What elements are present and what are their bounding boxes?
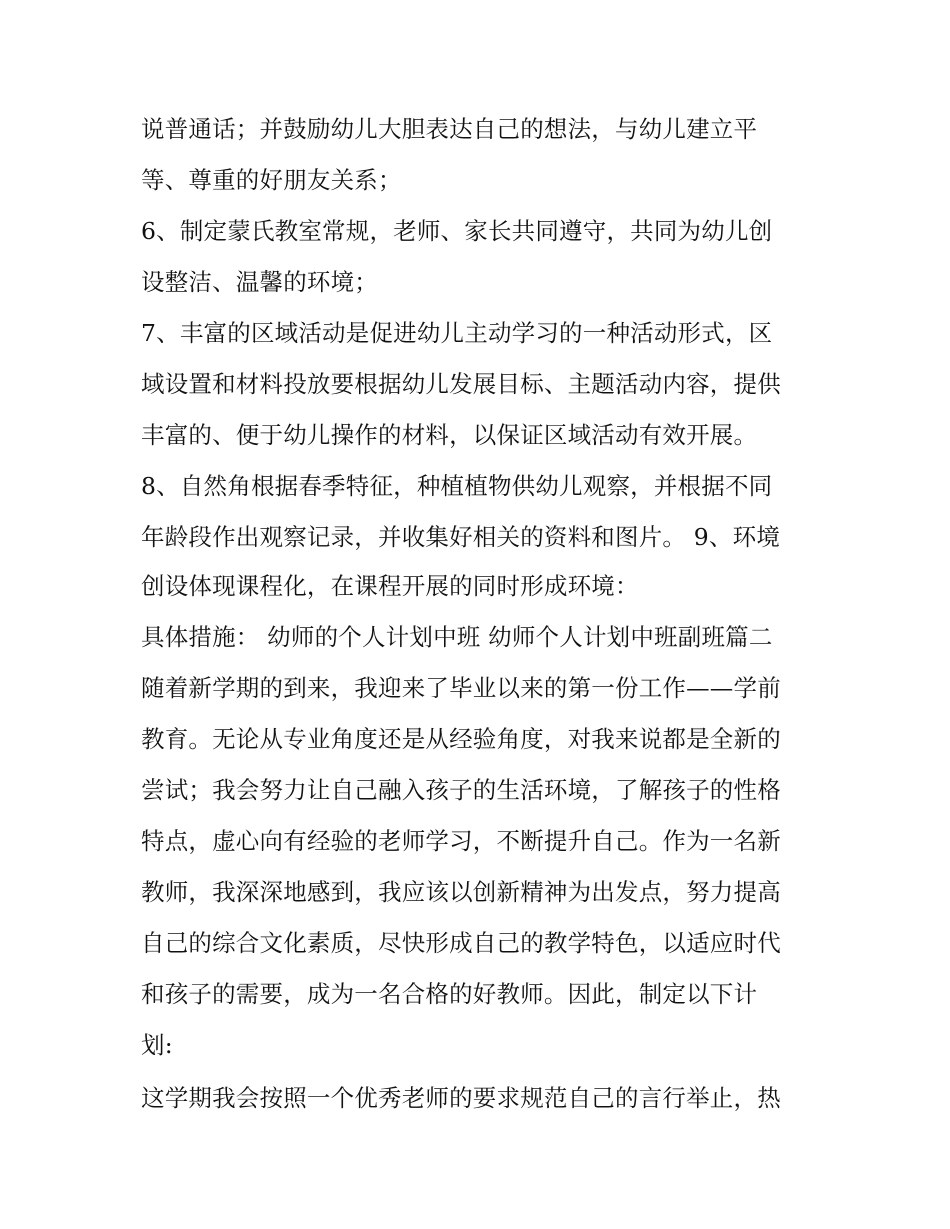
text-line: 教师，我深深地感到，我应该以创新精神为出发点，努力提高 [141, 878, 781, 906]
text-line: 8、自然角根据春季特征，种植植物供幼儿观察，并根据不同 [141, 472, 773, 500]
text-line: 7、丰富的区域活动是促进幼儿主动学习的一种活动形式，区 [141, 319, 773, 347]
text-line: 6、制定蒙氏教室常规，老师、家长共同遵守，共同为幼儿创 [141, 217, 773, 245]
text-line: 特点，虚心向有经验的老师学习，不断提升自己。作为一名新 [141, 827, 781, 855]
text-line: 设整洁、温馨的环境； [141, 268, 378, 296]
text-line: 年龄段作出观察记录，并收集好相关的资料和图片。 9、环境 [141, 523, 781, 551]
text-line: 具体措施： 幼师的个人计划中班 幼师个人计划中班副班篇二 [141, 623, 773, 651]
text-line: 自己的综合文化素质，尽快形成自己的教学特色，以适应时代 [141, 929, 781, 957]
text-line: 丰富的、便于幼儿操作的材料，以保证区域活动有效开展。 [141, 421, 758, 449]
text-line: 说普通话；并鼓励幼儿大胆表达自己的想法，与幼儿建立平 [141, 115, 758, 143]
text-line: 等、尊重的好朋友关系； [141, 166, 402, 194]
text-line: 尝试；我会努力让自己融入孩子的生活环境，了解孩子的性格 [141, 776, 781, 804]
text-line: 创设体现课程化，在课程开展的同时形成环境： [141, 572, 639, 600]
text-line: 随着新学期的到来，我迎来了毕业以来的第一份工作——学前 [141, 674, 781, 702]
text-line: 域设置和材料投放要根据幼儿发展目标、主题活动内容，提供 [141, 370, 781, 398]
text-line: 教育。无论从专业角度还是从经验角度，对我来说都是全新的 [141, 725, 781, 753]
text-line: 和孩子的需要，成为一名合格的好教师。因此，制定以下计 [141, 980, 758, 1008]
text-line: 划: [141, 1031, 173, 1059]
text-line: 这学期我会按照一个优秀老师的要求规范自己的言行举止，热 [141, 1084, 781, 1112]
